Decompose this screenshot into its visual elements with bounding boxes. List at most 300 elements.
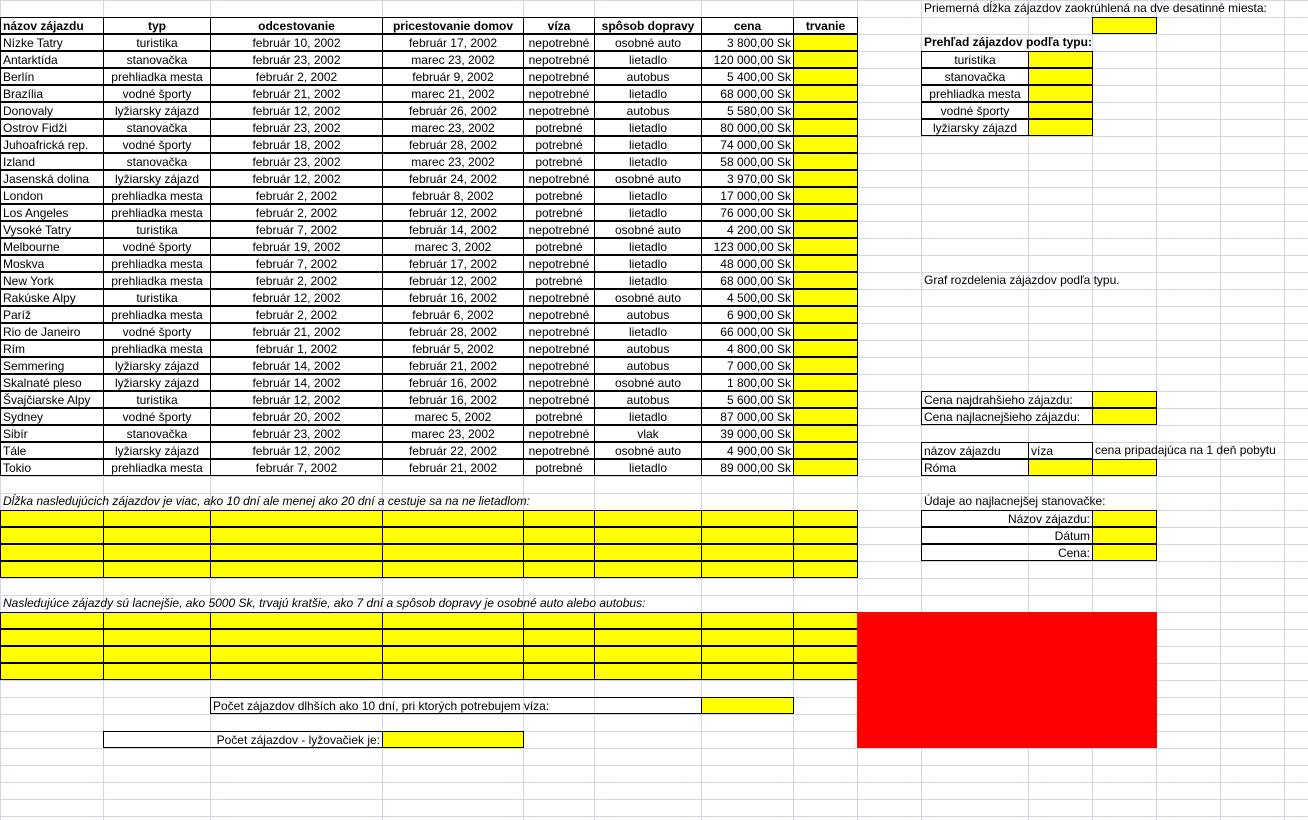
- trip-cell[interactable]: Rím: [0, 340, 104, 357]
- trip-cell[interactable]: 3 970,00 Sk: [701, 170, 794, 187]
- duration-cell[interactable]: [793, 340, 858, 357]
- trip-cell[interactable]: prehliadka mesta: [103, 340, 211, 357]
- filter2-result-cell[interactable]: [382, 612, 524, 629]
- trip-cell[interactable]: Donovaly: [0, 102, 104, 119]
- trip-cell[interactable]: prehliadka mesta: [103, 459, 211, 476]
- filter2-result-cell[interactable]: [0, 629, 104, 646]
- trip-cell[interactable]: Rakúske Alpy: [0, 289, 104, 306]
- trip-cell[interactable]: február 12, 2002: [382, 272, 524, 289]
- trip-cell[interactable]: turistika: [103, 391, 211, 408]
- lookup-name-value[interactable]: Róma: [921, 459, 1029, 476]
- trip-cell[interactable]: lietadlo: [594, 51, 702, 68]
- filter1-result-cell[interactable]: [382, 561, 524, 578]
- trip-cell[interactable]: turistika: [103, 34, 211, 51]
- filter1-result-cell[interactable]: [701, 544, 794, 561]
- trip-cell[interactable]: lietadlo: [594, 459, 702, 476]
- trip-cell[interactable]: potrebné: [523, 272, 595, 289]
- type-count[interactable]: [1028, 85, 1093, 102]
- trip-cell[interactable]: február 1, 2002: [210, 340, 383, 357]
- trip-cell[interactable]: vodné športy: [103, 408, 211, 425]
- type-label: lyžiarsky zájazd: [921, 119, 1029, 136]
- trip-cell[interactable]: nepotrebné: [523, 357, 595, 374]
- trip-cell[interactable]: Švajčiarske Alpy: [0, 391, 104, 408]
- filter1-result-cell[interactable]: [382, 544, 524, 561]
- filter1-result-cell[interactable]: [0, 527, 104, 544]
- trip-cell[interactable]: nepotrebné: [523, 34, 595, 51]
- trip-cell[interactable]: nepotrebné: [523, 170, 595, 187]
- filter1-result-cell[interactable]: [0, 544, 104, 561]
- filter1-result-cell[interactable]: [594, 527, 702, 544]
- trip-cell[interactable]: február 12, 2002: [210, 102, 383, 119]
- trip-cell[interactable]: 58 000,00 Sk: [701, 153, 794, 170]
- duration-cell[interactable]: [793, 374, 858, 391]
- trip-cell[interactable]: nepotrebné: [523, 340, 595, 357]
- trip-cell[interactable]: turistika: [103, 289, 211, 306]
- trip-cell[interactable]: potrebné: [523, 119, 595, 136]
- trip-cell[interactable]: osobné auto: [594, 34, 702, 51]
- trip-cell[interactable]: február 12, 2002: [210, 442, 383, 459]
- trip-cell[interactable]: február 12, 2002: [210, 289, 383, 306]
- trip-cell[interactable]: február 10, 2002: [210, 34, 383, 51]
- trip-cell[interactable]: potrebné: [523, 204, 595, 221]
- filter1-result-cell[interactable]: [701, 561, 794, 578]
- trip-cell[interactable]: február 21, 2002: [382, 459, 524, 476]
- trip-cell[interactable]: 76 000,00 Sk: [701, 204, 794, 221]
- trip-cell[interactable]: 4 800,00 Sk: [701, 340, 794, 357]
- trip-cell[interactable]: Paríž: [0, 306, 104, 323]
- duration-cell[interactable]: [793, 204, 858, 221]
- filter2-result-cell[interactable]: [793, 646, 858, 663]
- trip-cell[interactable]: 5 580,00 Sk: [701, 102, 794, 119]
- trip-cell[interactable]: 5 600,00 Sk: [701, 391, 794, 408]
- filter2-result-cell[interactable]: [594, 612, 702, 629]
- header-8: trvanie: [793, 17, 858, 34]
- filter2-result-cell[interactable]: [793, 663, 858, 680]
- trip-cell[interactable]: vodné športy: [103, 136, 211, 153]
- cheapest-name-value[interactable]: [1092, 510, 1157, 527]
- trip-cell[interactable]: marec 23, 2002: [382, 425, 524, 442]
- trip-cell[interactable]: február 28, 2002: [382, 323, 524, 340]
- filter2-result-cell[interactable]: [594, 646, 702, 663]
- filter1-result-cell[interactable]: [382, 527, 524, 544]
- trip-cell[interactable]: potrebné: [523, 187, 595, 204]
- trip-cell[interactable]: 89 000,00 Sk: [701, 459, 794, 476]
- trip-cell[interactable]: osobné auto: [594, 289, 702, 306]
- duration-cell[interactable]: [793, 391, 858, 408]
- trip-cell[interactable]: 39 000,00 Sk: [701, 425, 794, 442]
- filter1-result-cell[interactable]: [793, 527, 858, 544]
- trip-cell[interactable]: 66 000,00 Sk: [701, 323, 794, 340]
- filter2-result-cell[interactable]: [382, 629, 524, 646]
- filter2-result-cell[interactable]: [594, 629, 702, 646]
- min-price-value[interactable]: [1092, 408, 1157, 425]
- trip-cell[interactable]: lietadlo: [594, 187, 702, 204]
- min-price-label: Cena najlacnejšieho zájazdu:: [921, 408, 1093, 425]
- filter1-result-cell[interactable]: [701, 527, 794, 544]
- filter1-result-cell[interactable]: [594, 510, 702, 527]
- filter1-label: Dĺžka nasledujúcich zájazdov je viac, ako 10 dní ale menej ako 20 dní a cestuje sa na ne lietadlom:: [3, 494, 530, 508]
- trip-cell[interactable]: autobus: [594, 357, 702, 374]
- filter1-result-cell[interactable]: [210, 527, 383, 544]
- type-count[interactable]: [1028, 102, 1093, 119]
- trip-cell[interactable]: Izland: [0, 153, 104, 170]
- duration-cell[interactable]: [793, 170, 858, 187]
- trip-cell[interactable]: február 7, 2002: [210, 255, 383, 272]
- trip-cell[interactable]: Ostrov Fidži: [0, 119, 104, 136]
- trip-cell[interactable]: lietadlo: [594, 85, 702, 102]
- trip-cell[interactable]: Moskva: [0, 255, 104, 272]
- trip-cell[interactable]: autobus: [594, 306, 702, 323]
- trip-cell[interactable]: prehliadka mesta: [103, 306, 211, 323]
- trip-cell[interactable]: Vysoké Tatry: [0, 221, 104, 238]
- trip-cell[interactable]: 68 000,00 Sk: [701, 272, 794, 289]
- duration-cell[interactable]: [793, 255, 858, 272]
- duration-cell[interactable]: [793, 136, 858, 153]
- trip-cell[interactable]: február 24, 2002: [382, 170, 524, 187]
- trip-cell[interactable]: nepotrebné: [523, 323, 595, 340]
- filter1-result-cell[interactable]: [793, 510, 858, 527]
- trip-cell[interactable]: 80 000,00 Sk: [701, 119, 794, 136]
- trip-cell[interactable]: osobné auto: [594, 442, 702, 459]
- trip-cell[interactable]: nepotrebné: [523, 442, 595, 459]
- trip-cell[interactable]: lietadlo: [594, 204, 702, 221]
- filter2-result-cell[interactable]: [103, 646, 211, 663]
- trip-cell[interactable]: marec 23, 2002: [382, 153, 524, 170]
- avg-length-value[interactable]: [1092, 17, 1157, 34]
- type-label: prehliadka mesta: [921, 85, 1029, 102]
- trip-cell[interactable]: február 7, 2002: [210, 221, 383, 238]
- duration-cell[interactable]: [793, 34, 858, 51]
- filter2-result-cell[interactable]: [701, 612, 794, 629]
- trip-cell[interactable]: lietadlo: [594, 408, 702, 425]
- trip-cell[interactable]: prehliadka mesta: [103, 187, 211, 204]
- duration-cell[interactable]: [793, 68, 858, 85]
- trip-cell[interactable]: február 16, 2002: [382, 391, 524, 408]
- duration-cell[interactable]: [793, 85, 858, 102]
- trip-cell[interactable]: február 21, 2002: [210, 85, 383, 102]
- trip-cell[interactable]: lyžiarsky zájazd: [103, 374, 211, 391]
- trip-cell[interactable]: osobné auto: [594, 221, 702, 238]
- filter1-result-cell[interactable]: [103, 561, 211, 578]
- filter1-result-cell[interactable]: [594, 544, 702, 561]
- filter1-result-cell[interactable]: [103, 527, 211, 544]
- trip-cell[interactable]: február 16, 2002: [382, 289, 524, 306]
- trip-cell[interactable]: február 23, 2002: [210, 119, 383, 136]
- trip-cell[interactable]: vodné športy: [103, 323, 211, 340]
- trip-cell[interactable]: február 9, 2002: [382, 68, 524, 85]
- trip-cell[interactable]: marec 21, 2002: [382, 85, 524, 102]
- trip-cell[interactable]: stanovačka: [103, 51, 211, 68]
- chart-placeholder[interactable]: [857, 612, 1157, 748]
- trip-cell[interactable]: marec 5, 2002: [382, 408, 524, 425]
- trip-cell[interactable]: 74 000,00 Sk: [701, 136, 794, 153]
- trip-cell[interactable]: potrebné: [523, 153, 595, 170]
- trip-cell[interactable]: Juhoafrická rep.: [0, 136, 104, 153]
- trip-cell[interactable]: február 2, 2002: [210, 204, 383, 221]
- trip-cell[interactable]: február 8, 2002: [382, 187, 524, 204]
- filter1-result-cell[interactable]: [103, 510, 211, 527]
- trip-cell[interactable]: turistika: [103, 221, 211, 238]
- trip-cell[interactable]: február 22, 2002: [382, 442, 524, 459]
- trip-cell[interactable]: 123 000,00 Sk: [701, 238, 794, 255]
- trip-cell[interactable]: lyžiarsky zájazd: [103, 102, 211, 119]
- trip-cell[interactable]: nepotrebné: [523, 289, 595, 306]
- trip-cell[interactable]: Melbourne: [0, 238, 104, 255]
- filter2-label: Nasledujúce zájazdy sú lacnejšie, ako 5000 Sk, trvajú kratšie, ako 7 dní a spôsob dopravy je osobné auto alebo autobus:: [3, 596, 646, 610]
- type-count[interactable]: [1028, 51, 1093, 68]
- trip-cell[interactable]: február 5, 2002: [382, 340, 524, 357]
- filter1-result-cell[interactable]: [523, 544, 595, 561]
- trip-cell[interactable]: nepotrebné: [523, 391, 595, 408]
- trip-cell[interactable]: lyžiarsky zájazd: [103, 170, 211, 187]
- duration-cell[interactable]: [793, 408, 858, 425]
- trip-cell[interactable]: 7 000,00 Sk: [701, 357, 794, 374]
- trip-cell[interactable]: Jasenská dolina: [0, 170, 104, 187]
- duration-cell[interactable]: [793, 272, 858, 289]
- duration-cell[interactable]: [793, 102, 858, 119]
- duration-cell[interactable]: [793, 425, 858, 442]
- duration-cell[interactable]: [793, 289, 858, 306]
- trip-cell[interactable]: vodné športy: [103, 85, 211, 102]
- filter2-result-cell[interactable]: [382, 663, 524, 680]
- trip-cell[interactable]: Tále: [0, 442, 104, 459]
- trip-cell[interactable]: nepotrebné: [523, 102, 595, 119]
- duration-cell[interactable]: [793, 238, 858, 255]
- trip-cell[interactable]: nepotrebné: [523, 221, 595, 238]
- trip-cell[interactable]: nepotrebné: [523, 68, 595, 85]
- trip-cell[interactable]: potrebné: [523, 136, 595, 153]
- filter2-result-cell[interactable]: [701, 646, 794, 663]
- duration-cell[interactable]: [793, 187, 858, 204]
- trip-cell[interactable]: autobus: [594, 102, 702, 119]
- trip-cell[interactable]: potrebné: [523, 459, 595, 476]
- filter1-result-cell[interactable]: [210, 544, 383, 561]
- trip-cell[interactable]: február 20, 2002: [210, 408, 383, 425]
- trip-cell[interactable]: február 23, 2002: [210, 425, 383, 442]
- trip-cell[interactable]: február 2, 2002: [210, 68, 383, 85]
- trip-cell[interactable]: Berlín: [0, 68, 104, 85]
- trip-cell[interactable]: február 23, 2002: [210, 51, 383, 68]
- duration-cell[interactable]: [793, 459, 858, 476]
- trip-cell[interactable]: nepotrebné: [523, 255, 595, 272]
- filter1-result-cell[interactable]: [103, 544, 211, 561]
- trip-cell[interactable]: február 18, 2002: [210, 136, 383, 153]
- filter1-result-cell[interactable]: [382, 510, 524, 527]
- trip-cell[interactable]: lietadlo: [594, 255, 702, 272]
- trip-cell[interactable]: 5 400,00 Sk: [701, 68, 794, 85]
- trip-cell[interactable]: stanovačka: [103, 425, 211, 442]
- filter2-result-cell[interactable]: [523, 629, 595, 646]
- trip-cell[interactable]: potrebné: [523, 408, 595, 425]
- trip-cell[interactable]: február 2, 2002: [210, 272, 383, 289]
- trip-cell[interactable]: prehliadka mesta: [103, 204, 211, 221]
- trip-cell[interactable]: 6 900,00 Sk: [701, 306, 794, 323]
- trip-cell[interactable]: Sibír: [0, 425, 104, 442]
- trip-cell[interactable]: 68 000,00 Sk: [701, 85, 794, 102]
- filter2-result-cell[interactable]: [701, 629, 794, 646]
- filter2-result-cell[interactable]: [0, 612, 104, 629]
- filter2-result-cell[interactable]: [0, 663, 104, 680]
- trip-cell[interactable]: február 14, 2002: [210, 374, 383, 391]
- trip-cell[interactable]: Tokio: [0, 459, 104, 476]
- filter1-result-cell[interactable]: [210, 510, 383, 527]
- trip-cell[interactable]: 48 000,00 Sk: [701, 255, 794, 272]
- trip-cell[interactable]: autobus: [594, 340, 702, 357]
- trip-cell[interactable]: lietadlo: [594, 323, 702, 340]
- lookup-price-day-header: cena pripadajúca na 1 deň pobytu: [1095, 443, 1276, 457]
- trip-cell[interactable]: 17 000,00 Sk: [701, 187, 794, 204]
- trip-cell[interactable]: vodné športy: [103, 238, 211, 255]
- trip-cell[interactable]: autobus: [594, 391, 702, 408]
- trip-cell[interactable]: lietadlo: [594, 119, 702, 136]
- trip-cell[interactable]: lietadlo: [594, 136, 702, 153]
- filter2-result-cell[interactable]: [382, 646, 524, 663]
- lookup-price-day-value[interactable]: [1092, 459, 1157, 476]
- trip-cell[interactable]: stanovačka: [103, 153, 211, 170]
- header-1: názov zájazdu: [0, 17, 104, 34]
- filter1-result-cell[interactable]: [0, 510, 104, 527]
- trip-cell[interactable]: február 26, 2002: [382, 102, 524, 119]
- trip-cell[interactable]: Semmering: [0, 357, 104, 374]
- trip-cell[interactable]: potrebné: [523, 238, 595, 255]
- trip-cell[interactable]: február 16, 2002: [382, 374, 524, 391]
- filter2-result-cell[interactable]: [210, 663, 383, 680]
- trip-cell[interactable]: nepotrebné: [523, 306, 595, 323]
- trip-cell[interactable]: 4 500,00 Sk: [701, 289, 794, 306]
- filter2-result-cell[interactable]: [103, 629, 211, 646]
- header-5: víza: [523, 17, 595, 34]
- trip-cell[interactable]: Brazília: [0, 85, 104, 102]
- trip-cell[interactable]: 4 200,00 Sk: [701, 221, 794, 238]
- filter2-result-cell[interactable]: [210, 612, 383, 629]
- trip-cell[interactable]: vlak: [594, 425, 702, 442]
- trip-cell[interactable]: lietadlo: [594, 238, 702, 255]
- duration-cell[interactable]: [793, 153, 858, 170]
- trip-cell[interactable]: február 21, 2002: [382, 357, 524, 374]
- trip-cell[interactable]: New York: [0, 272, 104, 289]
- type-count[interactable]: [1028, 119, 1093, 136]
- count-ski-value[interactable]: [382, 731, 524, 748]
- trip-cell[interactable]: február 6, 2002: [382, 306, 524, 323]
- trip-cell[interactable]: február 14, 2002: [382, 221, 524, 238]
- trip-cell[interactable]: Skalnaté pleso: [0, 374, 104, 391]
- trip-cell[interactable]: marec 3, 2002: [382, 238, 524, 255]
- trip-cell[interactable]: Los Angeles: [0, 204, 104, 221]
- trip-cell[interactable]: 87 000,00 Sk: [701, 408, 794, 425]
- trip-cell[interactable]: prehliadka mesta: [103, 255, 211, 272]
- trip-cell[interactable]: február 7, 2002: [210, 459, 383, 476]
- filter2-result-cell[interactable]: [103, 612, 211, 629]
- trip-cell[interactable]: prehliadka mesta: [103, 272, 211, 289]
- trip-cell[interactable]: prehliadka mesta: [103, 68, 211, 85]
- trip-cell[interactable]: február 23, 2002: [210, 153, 383, 170]
- filter2-result-cell[interactable]: [523, 612, 595, 629]
- trip-cell[interactable]: Sydney: [0, 408, 104, 425]
- filter1-result-cell[interactable]: [793, 544, 858, 561]
- trip-cell[interactable]: marec 23, 2002: [382, 51, 524, 68]
- filter1-result-cell[interactable]: [594, 561, 702, 578]
- trip-cell[interactable]: lietadlo: [594, 272, 702, 289]
- filter2-result-cell[interactable]: [701, 663, 794, 680]
- lookup-visa-value[interactable]: [1028, 459, 1093, 476]
- duration-cell[interactable]: [793, 51, 858, 68]
- trip-cell[interactable]: nepotrebné: [523, 425, 595, 442]
- trip-cell[interactable]: stanovačka: [103, 119, 211, 136]
- trip-cell[interactable]: Rio de Janeiro: [0, 323, 104, 340]
- trip-cell[interactable]: február 17, 2002: [382, 255, 524, 272]
- max-price-value[interactable]: [1092, 391, 1157, 408]
- filter1-result-cell[interactable]: [523, 527, 595, 544]
- trip-cell[interactable]: nepotrebné: [523, 85, 595, 102]
- filter1-result-cell[interactable]: [793, 561, 858, 578]
- trip-cell[interactable]: február 2, 2002: [210, 306, 383, 323]
- trip-cell[interactable]: 3 800,00 Sk: [701, 34, 794, 51]
- trip-cell[interactable]: nepotrebné: [523, 51, 595, 68]
- avg-length-label: Priemerná dĺžka zájazdov zaokrúhlená na dve desatinné miesta:: [924, 1, 1267, 15]
- type-count[interactable]: [1028, 68, 1093, 85]
- trip-cell[interactable]: osobné auto: [594, 374, 702, 391]
- trip-cell[interactable]: február 17, 2002: [382, 34, 524, 51]
- filter2-result-cell[interactable]: [594, 663, 702, 680]
- trip-cell[interactable]: 4 900,00 Sk: [701, 442, 794, 459]
- filter2-result-cell[interactable]: [523, 646, 595, 663]
- trip-cell[interactable]: február 12, 2002: [382, 204, 524, 221]
- trip-cell[interactable]: autobus: [594, 68, 702, 85]
- trip-cell[interactable]: lyžiarsky zájazd: [103, 357, 211, 374]
- cheapest-price-value[interactable]: [1092, 544, 1157, 561]
- trip-cell[interactable]: osobné auto: [594, 170, 702, 187]
- duration-cell[interactable]: [793, 306, 858, 323]
- filter1-result-cell[interactable]: [523, 510, 595, 527]
- count-visa-value[interactable]: [701, 697, 794, 714]
- trip-cell[interactable]: február 19, 2002: [210, 238, 383, 255]
- duration-cell[interactable]: [793, 119, 858, 136]
- trip-cell[interactable]: Antarktída: [0, 51, 104, 68]
- filter2-result-cell[interactable]: [210, 646, 383, 663]
- filter1-result-cell[interactable]: [523, 561, 595, 578]
- filter2-result-cell[interactable]: [523, 663, 595, 680]
- trip-cell[interactable]: 1 800,00 Sk: [701, 374, 794, 391]
- duration-cell[interactable]: [793, 357, 858, 374]
- filter1-result-cell[interactable]: [210, 561, 383, 578]
- trip-cell[interactable]: február 14, 2002: [210, 357, 383, 374]
- filter2-result-cell[interactable]: [793, 612, 858, 629]
- trip-cell[interactable]: nepotrebné: [523, 374, 595, 391]
- trip-cell[interactable]: február 12, 2002: [210, 170, 383, 187]
- cheapest-date-value[interactable]: [1092, 527, 1157, 544]
- duration-cell[interactable]: [793, 442, 858, 459]
- type-label: stanovačka: [921, 68, 1029, 85]
- filter1-result-cell[interactable]: [0, 561, 104, 578]
- trip-cell[interactable]: lyžiarsky zájazd: [103, 442, 211, 459]
- duration-cell[interactable]: [793, 323, 858, 340]
- trip-cell[interactable]: lietadlo: [594, 153, 702, 170]
- trip-cell[interactable]: Nízke Tatry: [0, 34, 104, 51]
- duration-cell[interactable]: [793, 221, 858, 238]
- trip-cell[interactable]: február 21, 2002: [210, 323, 383, 340]
- filter2-result-cell[interactable]: [0, 646, 104, 663]
- trip-cell[interactable]: február 2, 2002: [210, 187, 383, 204]
- trip-cell[interactable]: február 12, 2002: [210, 391, 383, 408]
- trip-cell[interactable]: 120 000,00 Sk: [701, 51, 794, 68]
- filter2-result-cell[interactable]: [103, 663, 211, 680]
- filter1-result-cell[interactable]: [701, 510, 794, 527]
- trip-cell[interactable]: február 28, 2002: [382, 136, 524, 153]
- trip-cell[interactable]: London: [0, 187, 104, 204]
- filter2-result-cell[interactable]: [793, 629, 858, 646]
- filter2-result-cell[interactable]: [210, 629, 383, 646]
- trip-cell[interactable]: marec 23, 2002: [382, 119, 524, 136]
